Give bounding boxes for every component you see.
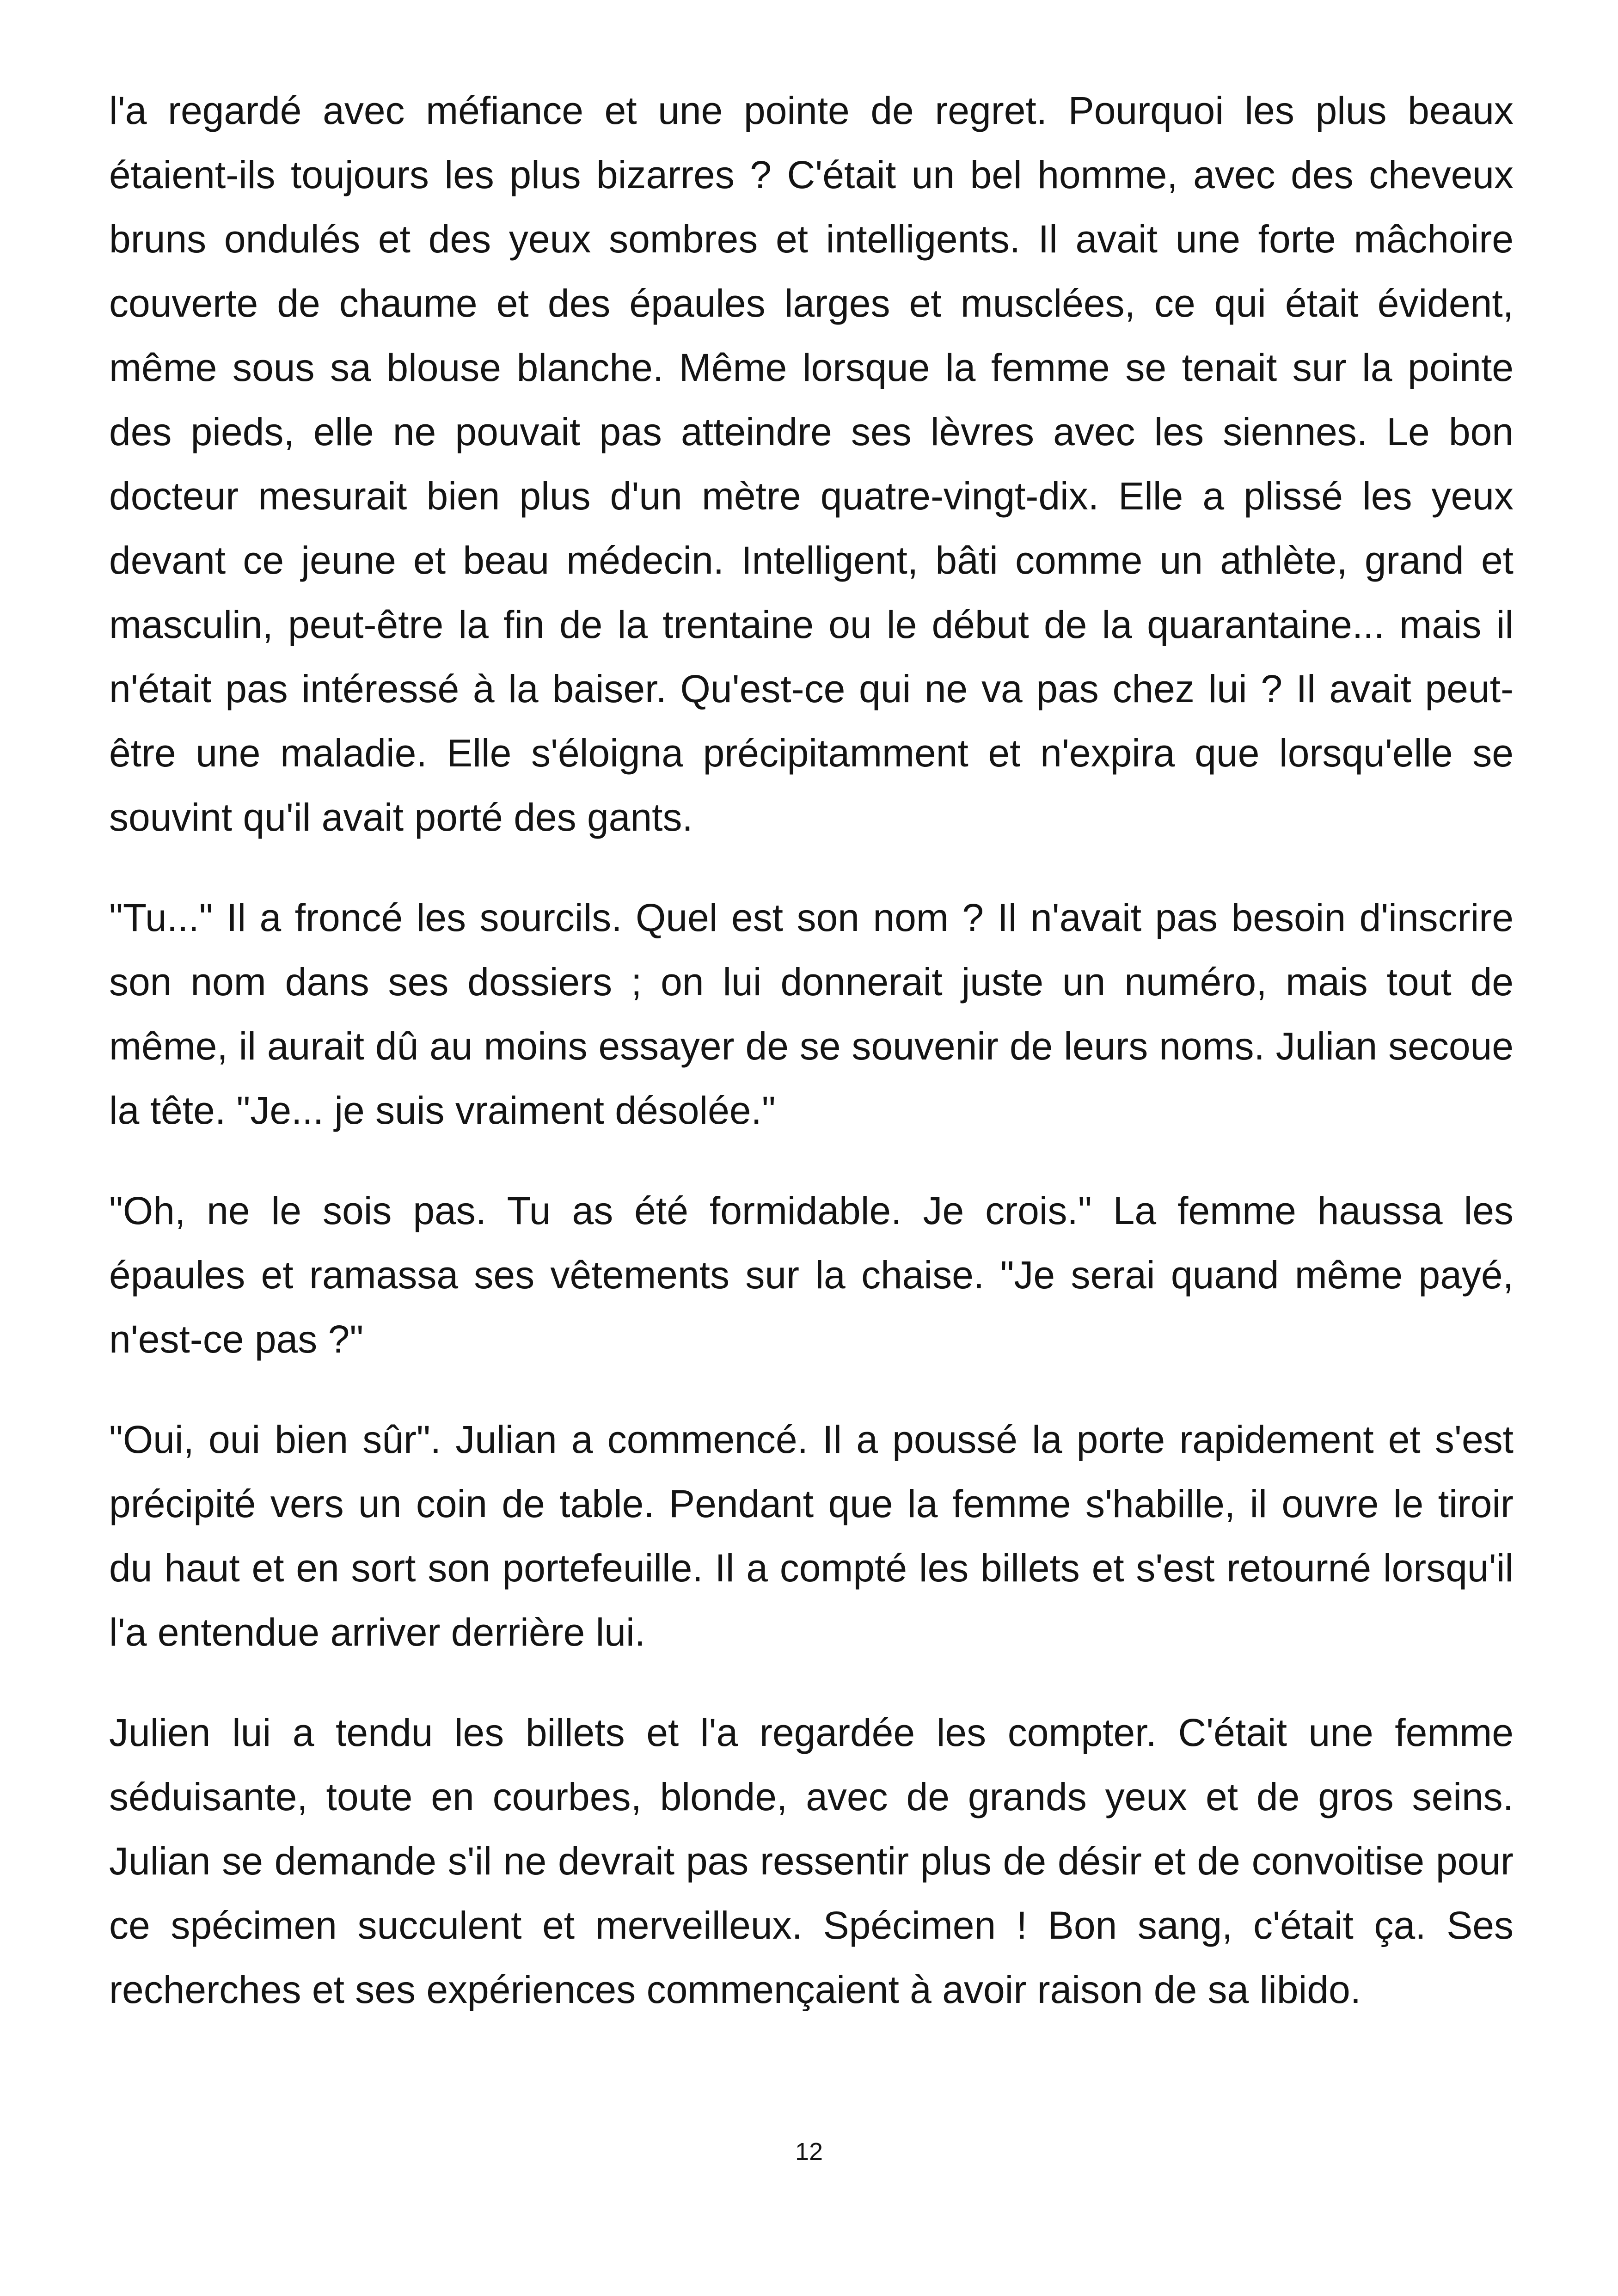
- paragraph-1: l'a regardé avec méfiance et une pointe de regret. Pourquoi les plus beaux étaient-ils toujours les plus bizarres ? C'était un bel homme, avec des cheveux bruns ondulés et des yeux sombres et intelligents. Il avait une forte mâchoire couverte de chaume et des épaules larges et musclées, ce qui était évident, même sous sa blouse blanche. Même lorsque la femme se tenait sur la pointe des pieds, elle ne pouvait pas atteindre ses lèvres avec les siennes. Le bon docteur mesurait bien plus d'un mètre quatre-vingt-dix. Elle a plissé les yeux devant ce jeune et beau médecin. Intelligent, bâti comme un athlète, grand et masculin, peut-être la fin de la trentaine ou le début de la quarantaine... mais il n'était pas intéressé à la baiser. Qu'est-ce qui ne va pas chez lui ? Il avait peut-être une maladie. Elle s'éloigna précipitamment et n'expira que lorsqu'elle se souvint qu'il avait porté des gants.: [109, 89, 1514, 839]
- paragraph-5: Julien lui a tendu les billets et l'a regardée les compter. C'était une femme séduisante, toute en courbes, blonde, avec de grands yeux et de gros seins. Julian se demande s'il ne devrait pas ressentir plus de désir et de convoitise pour ce spécimen succulent et merveilleux. Spécimen ! Bon sang, c'était ça. Ses recherches et ses expériences commençaient à avoir raison de sa libido.: [109, 1711, 1514, 2011]
- paragraph-3: "Oh, ne le sois pas. Tu as été formidable. Je crois." La femme haussa les épaules et ramassa ses vêtements sur la chaise. "Je serai quand même payé, n'est-ce pas ?": [109, 1189, 1514, 1361]
- paragraph-4: "Oui, oui bien sûr". Julian a commencé. Il a poussé la porte rapidement et s'est précipité vers un coin de table. Pendant que la femme s'habille, il ouvre le tiroir du haut et en sort son portefeuille. Il a compté les billets et s'est retourné lorsqu'il l'a entendue arriver derrière lui.: [109, 1418, 1514, 1654]
- page-number: 12: [795, 2138, 823, 2166]
- body-text: [109, 79, 1514, 2022]
- paragraph-2: "Tu..." Il a froncé les sourcils. Quel est son nom ? Il n'avait pas besoin d'inscrire son nom dans ses dossiers ; on lui donnerait juste un numéro, mais tout de même, il aurait dû au moins essayer de se souvenir de leurs noms. Julian secoue la tête. "Je... je suis vraiment désolée.": [109, 896, 1514, 1132]
